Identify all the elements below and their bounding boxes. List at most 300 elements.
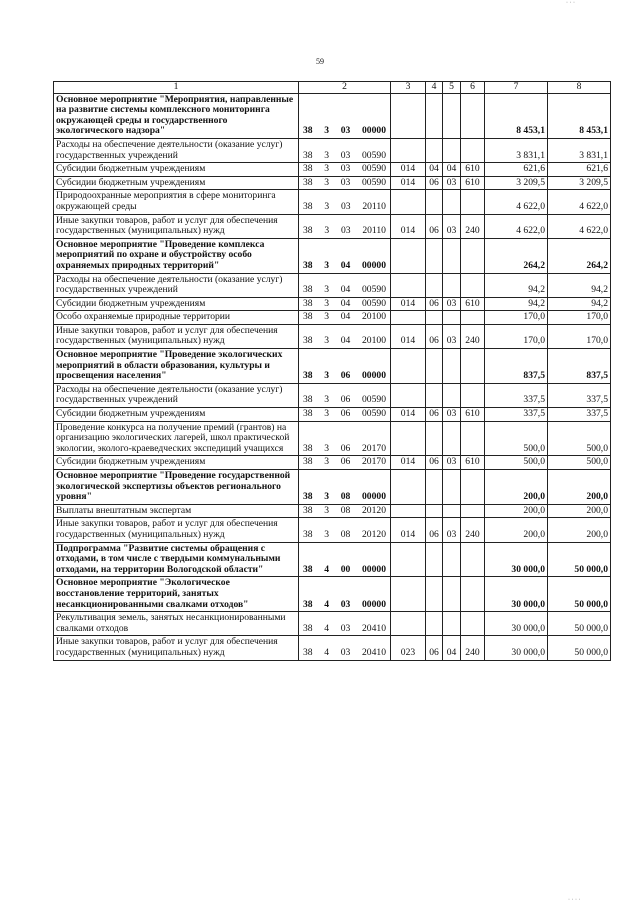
gr-cell: 014 [391,518,426,542]
amount-year1: 30 000,0 [485,636,548,660]
code-subprogram: 3 [324,284,330,296]
code-program: 38 [303,370,313,382]
amount-year2: 94,2 [548,273,611,297]
vr-cell [461,577,485,612]
table-row [54,421,611,456]
amount-year2: 50 000,0 [548,577,611,612]
target-code [299,456,391,470]
rz-cell: 06 [426,456,443,470]
code-program: 38 [303,149,313,161]
amount-year2: 170,0 [548,324,611,348]
pr-cell [443,138,461,162]
vr-cell [461,93,485,138]
table-row [54,349,611,384]
code-direction: 00590 [362,394,386,406]
code-direction: 00590 [362,163,386,175]
amount-year2: 621,6 [548,163,611,177]
code-program: 38 [303,125,313,137]
vr-cell [461,311,485,325]
gr-cell: 014 [391,214,426,238]
code-subprogram: 3 [324,442,330,454]
code-subprogram: 3 [324,491,330,503]
amount-year2: 4 622,0 [548,190,611,214]
pr-cell [443,421,461,456]
amount-year1: 170,0 [485,324,548,348]
code-direction: 00590 [362,284,386,296]
amount-year1: 837,5 [485,349,548,384]
vr-cell: 610 [461,456,485,470]
pr-cell: 03 [443,324,461,348]
code-subprogram: 3 [324,200,330,212]
row-name: Подпрограмма "Развитие системы обращения с отходами, в том числе с твердыми коммунальными отходами, на территории Вологодской области" [54,542,299,577]
code-subprogram: 3 [324,311,330,323]
rz-cell: 06 [426,518,443,542]
table-row [54,311,611,325]
target-code [299,577,391,612]
vr-cell: 610 [461,408,485,422]
gr-cell [391,421,426,456]
code-event: 06 [340,408,351,420]
amount-year2: 264,2 [548,238,611,273]
table-row [54,214,611,238]
code-subprogram: 3 [324,528,330,540]
table-row [54,383,611,407]
rz-cell [426,190,443,214]
vr-cell [461,504,485,518]
amount-year1: 30 000,0 [485,542,548,577]
vr-cell [461,273,485,297]
row-name: Основное мероприятие "Проведение комплекса мероприятий по охране и обустройству особо охраняемых природных территорий" [54,238,299,273]
table-row [54,324,611,348]
code-event: 03 [340,646,351,658]
code-event: 04 [340,297,351,309]
rz-cell: 06 [426,176,443,190]
table-row [54,518,611,542]
amount-year1: 337,5 [485,408,548,422]
vr-cell [461,470,485,505]
code-subprogram: 3 [324,408,330,420]
amount-year1: 264,2 [485,238,548,273]
table-row [54,542,611,577]
amount-year1: 30 000,0 [485,612,548,636]
vr-cell [461,612,485,636]
code-program: 38 [303,200,313,212]
vr-cell: 610 [461,297,485,311]
row-name: Субсидии бюджетным учреждениям [54,163,299,177]
vr-cell [461,238,485,273]
pr-cell [443,577,461,612]
amount-year2: 94,2 [548,297,611,311]
code-subprogram: 3 [324,125,330,137]
code-event: 03 [340,200,351,212]
pr-cell [443,612,461,636]
table-row [54,273,611,297]
target-code [299,297,391,311]
pr-cell: 03 [443,518,461,542]
row-name: Проведение конкурса на получение премий (грантов) на организацию экологических лагерей, школ практической экологии, эколого-краеведческих экспедиций учащихся [54,421,299,456]
gr-cell [391,504,426,518]
code-program: 38 [303,297,313,309]
table-row [54,176,611,190]
row-name: Субсидии бюджетным учреждениям [54,176,299,190]
code-event: 08 [340,491,351,503]
page-number: 59 [316,57,324,66]
gr-cell [391,612,426,636]
code-direction: 20120 [362,504,386,516]
code-subprogram: 4 [324,598,330,610]
rz-cell [426,349,443,384]
pr-cell [443,504,461,518]
gr-cell: 014 [391,163,426,177]
target-code [299,93,391,138]
amount-year1: 200,0 [485,504,548,518]
code-event: 04 [340,259,351,271]
code-subprogram: 4 [324,622,330,634]
code-direction: 00590 [362,297,386,309]
code-direction: 20120 [362,528,386,540]
target-code [299,324,391,348]
table-row [54,190,611,214]
amount-year2: 50 000,0 [548,542,611,577]
target-code [299,421,391,456]
code-program: 38 [303,528,313,540]
amount-year2: 170,0 [548,311,611,325]
pr-cell: 03 [443,214,461,238]
amount-year2: 337,5 [548,408,611,422]
rz-cell [426,612,443,636]
pr-cell: 04 [443,636,461,660]
code-event: 06 [340,394,351,406]
pr-cell: 03 [443,297,461,311]
header-cell: 6 [461,82,485,94]
code-subprogram: 3 [324,504,330,516]
code-direction: 20170 [362,456,386,468]
code-direction: 00000 [362,598,386,610]
row-name: Основное мероприятие "Экологическое восстановление территорий, занятых несанкционированными свалками отходов" [54,577,299,612]
table-row [54,636,611,660]
amount-year1: 500,0 [485,456,548,470]
pr-cell [443,470,461,505]
code-event: 06 [340,370,351,382]
gr-cell [391,190,426,214]
rz-cell: 06 [426,636,443,660]
gr-cell [391,577,426,612]
target-code [299,214,391,238]
vr-cell [461,542,485,577]
code-subprogram: 3 [324,225,330,237]
row-name: Расходы на обеспечение деятельности (оказание услуг) государственных учреждений [54,383,299,407]
gr-cell: 014 [391,176,426,190]
code-event: 04 [340,311,351,323]
code-direction: 00590 [362,149,386,161]
vr-cell [461,421,485,456]
gr-cell [391,273,426,297]
target-code [299,311,391,325]
table-row [54,163,611,177]
target-code [299,504,391,518]
code-event: 06 [340,442,351,454]
rz-cell: 04 [426,163,443,177]
code-program: 38 [303,311,313,323]
gr-cell [391,93,426,138]
code-program: 38 [303,408,313,420]
vr-cell [461,138,485,162]
code-subprogram: 3 [324,297,330,309]
amount-year1: 94,2 [485,297,548,311]
pr-cell: 03 [443,456,461,470]
amount-year2: 50 000,0 [548,612,611,636]
code-event: 03 [340,598,351,610]
pr-cell [443,542,461,577]
table-row [54,577,611,612]
pr-cell: 04 [443,163,461,177]
row-name: Иные закупки товаров, работ и услуг для обеспечения государственных (муниципальных) нужд [54,214,299,238]
table-row [54,408,611,422]
table-row [54,138,611,162]
code-program: 38 [303,176,313,188]
vr-cell [461,383,485,407]
code-program: 38 [303,225,313,237]
code-event: 06 [340,456,351,468]
amount-year1: 200,0 [485,470,548,505]
code-subprogram: 3 [324,259,330,271]
header-cell: 4 [426,82,443,94]
budget-table [53,81,611,661]
vr-cell: 610 [461,176,485,190]
gr-cell [391,383,426,407]
rz-cell [426,542,443,577]
gr-cell: 014 [391,324,426,348]
table-row [54,238,611,273]
pr-cell [443,349,461,384]
code-direction: 00590 [362,176,386,188]
rz-cell [426,311,443,325]
amount-year2: 4 622,0 [548,214,611,238]
row-name: Иные закупки товаров, работ и услуг для обеспечения государственных (муниципальных) нужд [54,636,299,660]
gr-cell [391,542,426,577]
code-direction: 20170 [362,442,386,454]
code-direction: 00000 [362,370,386,382]
amount-year2: 50 000,0 [548,636,611,660]
target-code [299,636,391,660]
amount-year1: 4 622,0 [485,214,548,238]
rz-cell [426,577,443,612]
code-direction: 20110 [362,225,386,237]
amount-year1: 4 622,0 [485,190,548,214]
amount-year2: 8 453,1 [548,93,611,138]
vr-cell: 610 [461,163,485,177]
row-name: Субсидии бюджетным учреждениям [54,456,299,470]
code-program: 38 [303,456,313,468]
table-row [54,504,611,518]
code-direction: 00000 [362,125,386,137]
code-subprogram: 3 [324,335,330,347]
rz-cell [426,238,443,273]
amount-year2: 200,0 [548,504,611,518]
code-subprogram: 3 [324,394,330,406]
code-direction: 20410 [362,622,386,634]
target-code [299,138,391,162]
code-direction: 00590 [362,408,386,420]
row-name: Иные закупки товаров, работ и услуг для обеспечения государственных (муниципальных) нужд [54,518,299,542]
amount-year1: 200,0 [485,518,548,542]
code-event: 00 [340,563,351,575]
row-name: Особо охраняемые природные территории [54,311,299,325]
amount-year1: 30 000,0 [485,577,548,612]
target-code [299,349,391,384]
code-subprogram: 3 [324,176,330,188]
code-program: 38 [303,646,313,658]
amount-year1: 94,2 [485,273,548,297]
code-event: 03 [340,176,351,188]
gr-cell [391,238,426,273]
vr-cell: 240 [461,636,485,660]
code-direction: 00000 [362,563,386,575]
table-row [54,297,611,311]
rz-cell: 06 [426,297,443,311]
rz-cell [426,470,443,505]
amount-year1: 337,5 [485,383,548,407]
code-subprogram: 3 [324,456,330,468]
target-code [299,383,391,407]
pr-cell [443,190,461,214]
rz-cell [426,383,443,407]
pr-cell: 03 [443,408,461,422]
code-event: 08 [340,504,351,516]
table-row [54,470,611,505]
code-direction: 00000 [362,259,386,271]
code-event: 04 [340,284,351,296]
rz-cell [426,504,443,518]
target-code [299,176,391,190]
rz-cell: 06 [426,408,443,422]
amount-year2: 500,0 [548,456,611,470]
target-code [299,518,391,542]
code-program: 38 [303,598,313,610]
rz-cell [426,273,443,297]
code-direction: 20100 [362,335,386,347]
amount-year2: 3 831,1 [548,138,611,162]
pr-cell [443,311,461,325]
row-name: Субсидии бюджетным учреждениям [54,408,299,422]
pr-cell [443,383,461,407]
row-name: Основное мероприятие "Проведение экологических мероприятий в области образования, культуры и просвещения населения" [54,349,299,384]
row-name: Природоохранные мероприятия в сфере мониторинга окружающей среды [54,190,299,214]
amount-year1: 170,0 [485,311,548,325]
code-event: 04 [340,335,351,347]
gr-cell: 014 [391,456,426,470]
code-event: 03 [340,125,351,137]
pr-cell [443,93,461,138]
row-name: Иные закупки товаров, работ и услуг для обеспечения государственных (муниципальных) нужд [54,324,299,348]
code-program: 38 [303,504,313,516]
row-name: Основное мероприятие "Проведение государственной экологической экспертизы объектов регионального уровня" [54,470,299,505]
rz-cell: 06 [426,214,443,238]
table-header-row [54,82,611,94]
target-code [299,238,391,273]
header-cell: 3 [391,82,426,94]
amount-year1: 8 453,1 [485,93,548,138]
amount-year2: 3 209,5 [548,176,611,190]
scan-speck: · · · [566,0,575,6]
vr-cell: 240 [461,518,485,542]
rz-cell [426,138,443,162]
gr-cell: 014 [391,408,426,422]
pr-cell [443,273,461,297]
code-event: 03 [340,149,351,161]
row-name: Расходы на обеспечение деятельности (оказание услуг) государственных учреждений [54,273,299,297]
table-row [54,93,611,138]
code-program: 38 [303,284,313,296]
code-direction: 20110 [362,200,386,212]
row-name: Выплаты внештатным экспертам [54,504,299,518]
code-program: 38 [303,491,313,503]
code-event: 03 [340,163,351,175]
code-subprogram: 3 [324,149,330,161]
amount-year1: 3 209,5 [485,176,548,190]
amount-year2: 837,5 [548,349,611,384]
amount-year2: 200,0 [548,518,611,542]
vr-cell: 240 [461,214,485,238]
scan-speck: · · · · [568,897,581,903]
code-direction: 20100 [362,311,386,323]
code-program: 38 [303,394,313,406]
header-cell: 2 [299,82,391,94]
gr-cell: 023 [391,636,426,660]
gr-cell [391,470,426,505]
table-row [54,456,611,470]
rz-cell [426,93,443,138]
code-subprogram: 4 [324,646,330,658]
amount-year1: 500,0 [485,421,548,456]
code-program: 38 [303,563,313,575]
target-code [299,273,391,297]
row-name: Расходы на обеспечение деятельности (оказание услуг) государственных учреждений [54,138,299,162]
vr-cell [461,349,485,384]
gr-cell [391,311,426,325]
code-program: 38 [303,259,313,271]
amount-year2: 200,0 [548,470,611,505]
code-event: 08 [340,528,351,540]
header-cell: 7 [485,82,548,94]
target-code [299,612,391,636]
row-name: Основное мероприятие "Мероприятия, направленные на развитие системы комплексного мониторинга окружающей среды и государственного экологического надзора" [54,93,299,138]
vr-cell [461,190,485,214]
code-program: 38 [303,335,313,347]
header-cell: 5 [443,82,461,94]
amount-year2: 337,5 [548,383,611,407]
target-code [299,542,391,577]
code-event: 03 [340,622,351,634]
vr-cell: 240 [461,324,485,348]
code-program: 38 [303,622,313,634]
code-subprogram: 3 [324,370,330,382]
code-direction: 20410 [362,646,386,658]
target-code [299,408,391,422]
target-code [299,190,391,214]
header-cell: 1 [54,82,299,94]
code-program: 38 [303,442,313,454]
row-name: Рекультивация земель, занятых несанкционированными свалками отходов [54,612,299,636]
code-subprogram: 3 [324,163,330,175]
gr-cell: 014 [391,297,426,311]
amount-year2: 500,0 [548,421,611,456]
target-code [299,163,391,177]
header-cell: 8 [548,82,611,94]
table-row [54,612,611,636]
amount-year1: 621,6 [485,163,548,177]
code-event: 03 [340,225,351,237]
